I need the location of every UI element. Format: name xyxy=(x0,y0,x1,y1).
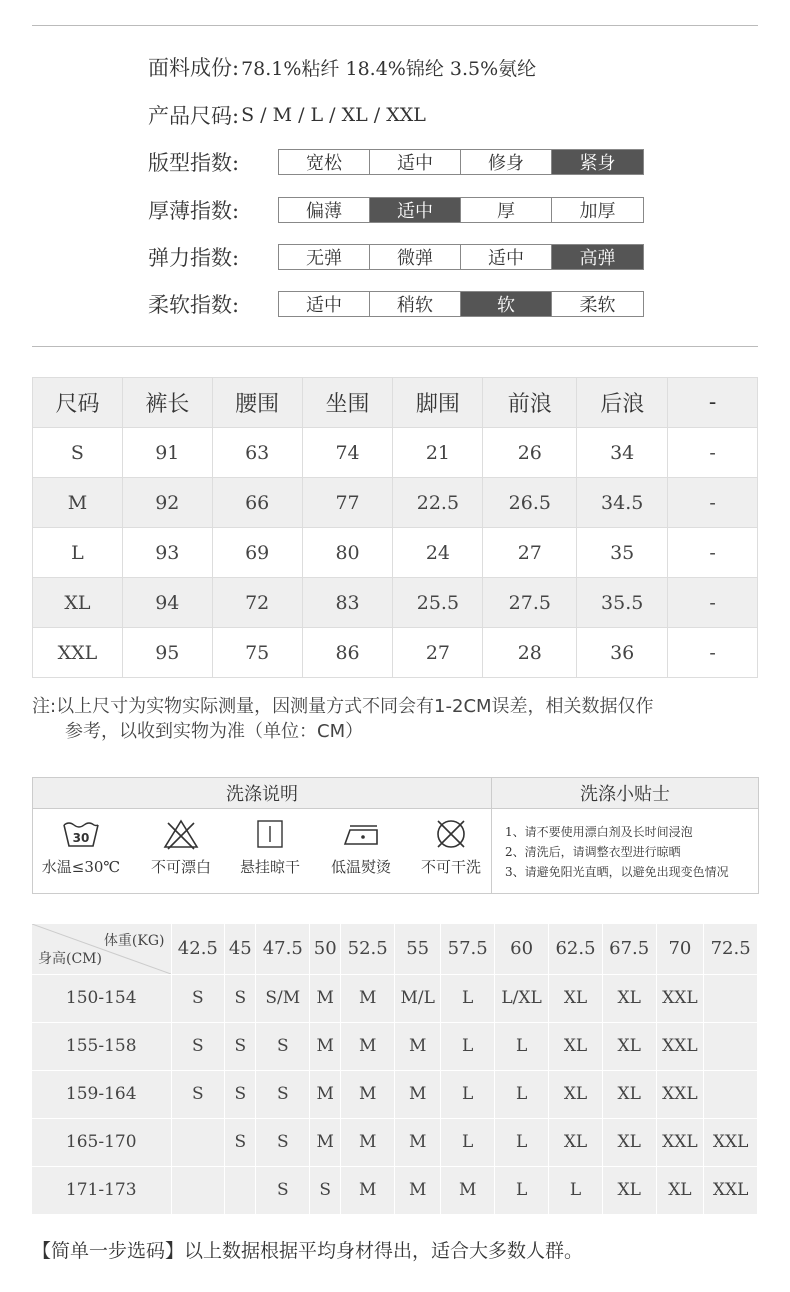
weight-col-header: 70 xyxy=(656,924,704,974)
recommended-size-cell xyxy=(225,1166,256,1214)
recommended-size-cell: XXL xyxy=(656,1070,704,1118)
index-option: 适中 xyxy=(279,292,370,316)
recommended-size-cell xyxy=(704,1070,758,1118)
recommended-size-cell: S xyxy=(256,1070,310,1118)
recommended-size-cell: XXL xyxy=(656,1022,704,1070)
recommended-size-cell: L xyxy=(549,1166,603,1214)
wash-item-no-bleach xyxy=(136,818,226,877)
weight-header-row xyxy=(32,924,758,974)
wash-item-no-dry-clean xyxy=(406,818,496,877)
recommended-size-cell: S xyxy=(171,1022,225,1070)
index-scale xyxy=(278,197,644,223)
wash-tip-2: 2、清洗后，请调整衣型进行晾晒 xyxy=(505,845,681,859)
index-option: 厚 xyxy=(461,198,552,222)
size-col-header: 尺码 xyxy=(33,378,123,428)
recommended-size-cell: M xyxy=(310,1118,341,1166)
table-row xyxy=(32,1070,758,1118)
recommended-size-cell: M/L xyxy=(395,974,441,1022)
wash-title: 洗涤说明 xyxy=(33,778,491,809)
recommended-size-cell: L xyxy=(441,1118,495,1166)
size-cell: XXL xyxy=(33,628,123,678)
recommended-size-cell: S xyxy=(310,1166,341,1214)
weight-col-header: 55 xyxy=(395,924,441,974)
recommended-size-cell: XL xyxy=(549,974,603,1022)
size-cell: 35 xyxy=(577,528,668,578)
recommended-size-cell: XXL xyxy=(704,1118,758,1166)
size-col-header: 前浪 xyxy=(483,378,577,428)
size-cell: 91 xyxy=(122,428,212,478)
recommended-size-cell: L xyxy=(441,1022,495,1070)
size-cell: 36 xyxy=(577,628,668,678)
weight-col-header: 50 xyxy=(310,924,341,974)
recommended-size-cell: XL xyxy=(549,1118,603,1166)
table-row xyxy=(33,428,758,478)
note-line-1: 注:以上尺寸为实物实际测量，因测量方式不同会有1-2CM误差，相关数据仅作 xyxy=(32,696,654,717)
index-row xyxy=(148,196,644,224)
height-range-cell: 155-158 xyxy=(32,1022,171,1070)
recommended-size-cell: M xyxy=(310,1022,341,1070)
size-cell: 27.5 xyxy=(483,578,577,628)
recommended-size-cell: S xyxy=(225,1022,256,1070)
index-option: 修身 xyxy=(461,150,552,174)
table-row xyxy=(33,528,758,578)
recommended-size-cell: XXL xyxy=(704,1166,758,1214)
size-cell: 26 xyxy=(483,428,577,478)
weight-col-header: 42.5 xyxy=(171,924,225,974)
size-cell: - xyxy=(668,528,758,578)
size-cell: 86 xyxy=(302,628,393,678)
table-row xyxy=(33,478,758,528)
height-range-cell: 171-173 xyxy=(32,1166,171,1214)
size-cell: 92 xyxy=(122,478,212,528)
size-cell: 24 xyxy=(393,528,483,578)
recommended-size-cell: XXL xyxy=(656,1118,704,1166)
wash-section xyxy=(32,777,759,894)
recommended-size-cell: L xyxy=(441,1070,495,1118)
index-row xyxy=(148,148,644,176)
recommended-size-cell: S xyxy=(171,1070,225,1118)
recommended-size-cell: S xyxy=(256,1166,310,1214)
size-col-header: 坐围 xyxy=(302,378,393,428)
size-table-header xyxy=(33,378,758,428)
recommended-size-cell: M xyxy=(395,1118,441,1166)
weight-col-header: 67.5 xyxy=(602,924,656,974)
recommended-size-cell: S xyxy=(225,1118,256,1166)
size-cell: - xyxy=(668,628,758,678)
size-cell: 27 xyxy=(483,528,577,578)
height-range-cell: 159-164 xyxy=(32,1070,171,1118)
size-cell: 34 xyxy=(577,428,668,478)
low-iron-icon xyxy=(341,818,381,850)
size-tip-note: 【简单一步选码】以上数据根据平均身材得出，适合大多数人群。 xyxy=(32,1240,584,1262)
wash-item-hang-dry xyxy=(225,818,315,877)
recommended-size-cell xyxy=(704,974,758,1022)
recommended-size-cell: M xyxy=(441,1166,495,1214)
size-cell: 66 xyxy=(212,478,302,528)
size-line xyxy=(148,100,426,130)
no-dry-clean-icon xyxy=(431,818,471,850)
top-divider xyxy=(32,25,758,26)
weight-col-header: 62.5 xyxy=(549,924,603,974)
table-row xyxy=(33,628,758,678)
size-col-header: 后浪 xyxy=(577,378,668,428)
table-row xyxy=(32,974,758,1022)
recommended-size-cell: M xyxy=(395,1070,441,1118)
recommended-size-cell: XXL xyxy=(656,974,704,1022)
size-cell: 93 xyxy=(122,528,212,578)
recommended-size-cell: L/XL xyxy=(495,974,549,1022)
size-cell: 28 xyxy=(483,628,577,678)
size-cell: 26.5 xyxy=(483,478,577,528)
size-cell: 21 xyxy=(393,428,483,478)
size-cell: 69 xyxy=(212,528,302,578)
table-row xyxy=(32,1022,758,1070)
wash-label-temp: 水温≤30℃ xyxy=(41,858,121,876)
height-range-cell: 150-154 xyxy=(32,974,171,1022)
index-option: 偏薄 xyxy=(279,198,370,222)
wash-tip-1: 1、请不要使用漂白剂及长时间浸泡 xyxy=(505,825,693,839)
recommended-size-cell: L xyxy=(441,974,495,1022)
no-bleach-icon xyxy=(161,818,201,850)
weight-axis-label: 体重(KG) xyxy=(103,933,165,949)
recommended-size-cell: S/M xyxy=(256,974,310,1022)
index-option-selected: 软 xyxy=(461,292,552,316)
recommended-size-cell: M xyxy=(310,974,341,1022)
index-label: 厚薄指数: xyxy=(148,199,240,223)
size-cell: 63 xyxy=(212,428,302,478)
recommended-size-cell: L xyxy=(495,1118,549,1166)
index-option: 适中 xyxy=(370,150,461,174)
weight-col-header: 47.5 xyxy=(256,924,310,974)
size-cell: 83 xyxy=(302,578,393,628)
index-label: 版型指数: xyxy=(148,151,240,175)
wash-tips xyxy=(505,822,729,882)
wash-item-low-iron xyxy=(316,818,406,877)
size-cell: 35.5 xyxy=(577,578,668,628)
fabric-value: 78.1%粘纤 18.4%锦纶 3.5%氨纶 xyxy=(241,57,537,80)
index-option: 稍软 xyxy=(370,292,461,316)
weight-height-table xyxy=(32,924,758,1215)
index-option-selected: 紧身 xyxy=(552,150,643,174)
table-row xyxy=(32,1166,758,1214)
size-cell: - xyxy=(668,428,758,478)
recommended-size-cell: M xyxy=(341,1166,395,1214)
size-cell: S xyxy=(33,428,123,478)
wash-tips-title: 洗涤小贴士 xyxy=(492,778,758,809)
size-cell: XL xyxy=(33,578,123,628)
size-cell: - xyxy=(668,478,758,528)
recommended-size-cell: S xyxy=(256,1118,310,1166)
info-divider xyxy=(32,346,758,347)
size-col-header: 脚围 xyxy=(393,378,483,428)
hang-dry-icon xyxy=(250,818,290,850)
wash-label-no-dry-clean: 不可干洗 xyxy=(420,858,481,876)
size-col-header: - xyxy=(668,378,758,428)
index-option: 无弹 xyxy=(279,245,370,269)
size-label: 产品尺码: xyxy=(148,104,240,128)
size-cell: 75 xyxy=(212,628,302,678)
size-cell: 27 xyxy=(393,628,483,678)
size-cell: L xyxy=(33,528,123,578)
wash-item-water-temp xyxy=(36,818,126,877)
index-scale xyxy=(278,244,644,270)
index-option: 微弹 xyxy=(370,245,461,269)
recommended-size-cell: XL xyxy=(602,1070,656,1118)
weight-col-header: 57.5 xyxy=(441,924,495,974)
recommended-size-cell: M xyxy=(395,1022,441,1070)
recommended-size-cell xyxy=(171,1166,225,1214)
index-row xyxy=(148,290,644,318)
index-option: 适中 xyxy=(461,245,552,269)
weight-col-header: 45 xyxy=(225,924,256,974)
table-row xyxy=(33,578,758,628)
index-option: 宽松 xyxy=(279,150,370,174)
recommended-size-cell: M xyxy=(341,1118,395,1166)
recommended-size-cell: S xyxy=(256,1022,310,1070)
recommended-size-cell: M xyxy=(341,1022,395,1070)
index-label: 弹力指数: xyxy=(148,246,240,270)
size-col-header: 腰围 xyxy=(212,378,302,428)
recommended-size-cell: S xyxy=(225,974,256,1022)
recommended-size-cell: XL xyxy=(549,1022,603,1070)
index-option-selected: 高弹 xyxy=(552,245,643,269)
wash-label-low-iron: 低温熨烫 xyxy=(330,858,391,876)
recommended-size-cell xyxy=(171,1118,225,1166)
size-cell: 25.5 xyxy=(393,578,483,628)
recommended-size-cell: XL xyxy=(602,1118,656,1166)
wash-30-icon xyxy=(61,818,101,850)
fabric-label: 面料成份: xyxy=(148,56,240,80)
index-row xyxy=(148,243,644,271)
size-col-header: 裤长 xyxy=(122,378,212,428)
weight-col-header: 52.5 xyxy=(341,924,395,974)
size-table xyxy=(32,377,758,678)
height-axis-label: 身高(CM) xyxy=(38,950,102,967)
recommended-size-cell: M xyxy=(395,1166,441,1214)
size-cell: 80 xyxy=(302,528,393,578)
recommended-size-cell xyxy=(704,1022,758,1070)
weight-col-header: 72.5 xyxy=(704,924,758,974)
size-cell: 34.5 xyxy=(577,478,668,528)
size-cell: 94 xyxy=(122,578,212,628)
size-cell: 74 xyxy=(302,428,393,478)
size-cell: 72 xyxy=(212,578,302,628)
wash-tip-3: 3、请避免阳光直晒，以避免出现变色情况 xyxy=(505,865,729,879)
recommended-size-cell: XL xyxy=(602,1166,656,1214)
note-line-2: 参考，以收到实物为准（单位：CM） xyxy=(65,721,364,742)
index-label: 柔软指数: xyxy=(148,293,240,317)
recommended-size-cell: XL xyxy=(549,1070,603,1118)
fabric-line xyxy=(148,52,536,82)
index-option: 加厚 xyxy=(579,201,616,222)
index-option-selected: 适中 xyxy=(370,198,461,222)
recommended-size-cell: M xyxy=(341,974,395,1022)
recommended-size-cell: L xyxy=(495,1166,549,1214)
recommended-size-cell: L xyxy=(495,1070,549,1118)
index-scale xyxy=(278,291,644,317)
recommended-size-cell: L xyxy=(495,1022,549,1070)
table-corner xyxy=(32,924,171,974)
size-cell: 77 xyxy=(302,478,393,528)
recommended-size-cell: M xyxy=(310,1070,341,1118)
size-cell: M xyxy=(33,478,123,528)
recommended-size-cell: XL xyxy=(656,1166,704,1214)
recommended-size-cell: S xyxy=(171,974,225,1022)
wash-label-no-bleach: 不可漂白 xyxy=(150,858,211,876)
recommended-size-cell: S xyxy=(225,1070,256,1118)
size-cell: 22.5 xyxy=(393,478,483,528)
height-range-cell: 165-170 xyxy=(32,1118,171,1166)
table-row xyxy=(32,1118,758,1166)
wash-label-hang-dry: 悬挂晾干 xyxy=(239,858,300,876)
wash-temp-text: 30 xyxy=(72,831,90,845)
size-cell: 95 xyxy=(122,628,212,678)
size-value: S / M / L / XL / XXL xyxy=(241,104,426,126)
weight-col-header: 60 xyxy=(495,924,549,974)
recommended-size-cell: XL xyxy=(602,974,656,1022)
index-option: 柔软 xyxy=(579,295,616,316)
size-cell: - xyxy=(668,578,758,628)
index-scale xyxy=(278,149,644,175)
recommended-size-cell: M xyxy=(341,1070,395,1118)
measurement-note xyxy=(32,694,762,744)
recommended-size-cell: XL xyxy=(602,1022,656,1070)
